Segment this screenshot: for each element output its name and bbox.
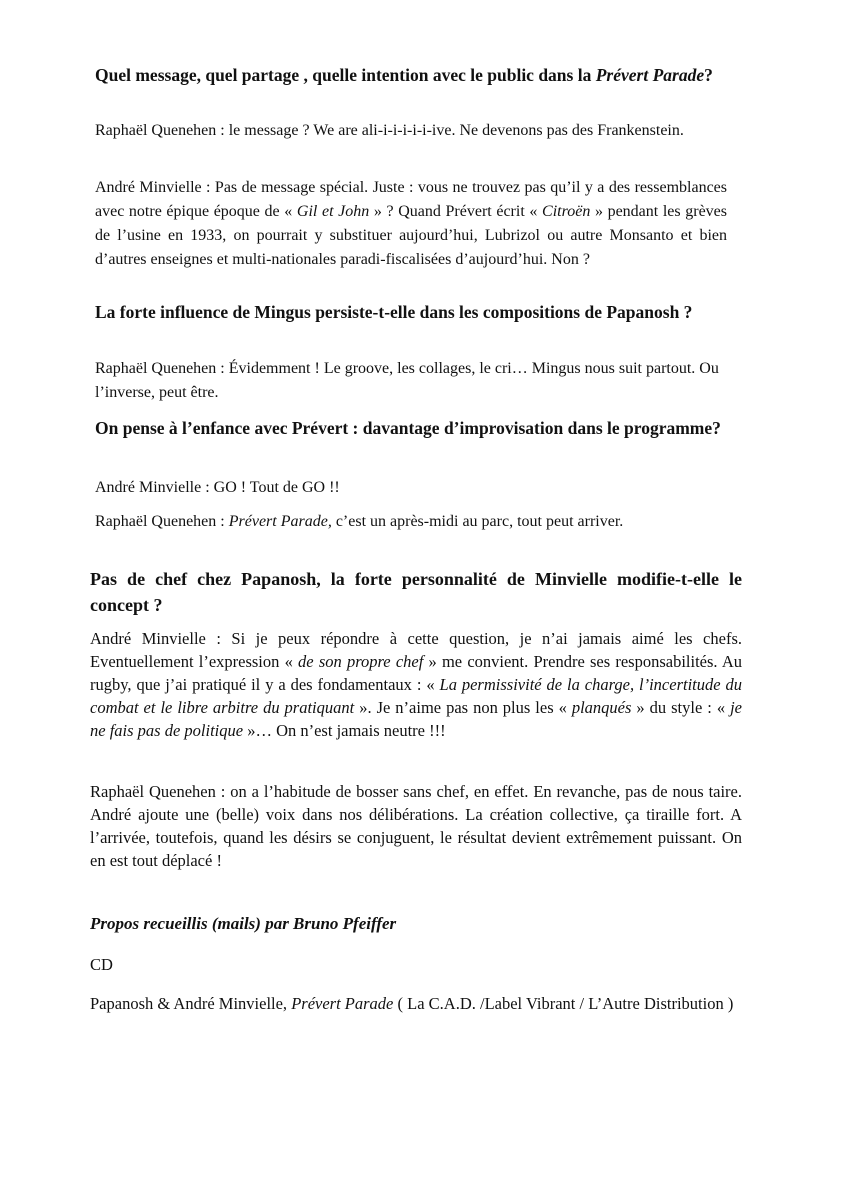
question-heading: La forte influence de Mingus persiste-t-elle dans les compositions de Papanosh ? [95, 302, 693, 322]
answer-raphael-3 [95, 510, 727, 534]
answer-raphael-4 [90, 780, 742, 872]
answer-text [90, 627, 742, 742]
question-chef [90, 566, 742, 618]
italic-quote: de son propre chef [298, 652, 424, 671]
answer-text-part: » pendant les grèves de l’usine en 1933, on pourrait y substituer aujourd’hui, Lubrizol ou autre Monsanto et bien d’autres enseignes et multi-nationales paradi-fiscalisées d’aujourd’hui. Non ? [95, 203, 727, 268]
answer-text: Raphaël Quenehen : on a l’habitude de bosser sans chef, en effet. En revanche, pas de nous taire. André ajoute une (belle) voix dans nos délibérations. La création collective, ça tiraille fort. A l’arrivée, toutefois, quand les désirs se conjuguent, le résultat devient extrêmement puissant. On en est tout déplacé ! [90, 782, 742, 870]
byline-text: Propos recueillis (mails) par Bruno Pfeiffer [90, 914, 397, 933]
byline [90, 912, 742, 936]
answer-text-part: ». Je n’aime pas non plus les « [354, 698, 572, 717]
answer-text-part: André Minvielle : Pas de message spécial. Juste : vous ne trouvez pas qu’il y a des ressemblances avec notre épique époque de « [95, 179, 727, 220]
answer-text [95, 176, 727, 272]
cd-artist: Papanosh & André Minvielle, [90, 994, 292, 1013]
answer-text: André Minvielle : GO ! Tout de GO !! [95, 479, 340, 496]
cd-label-text: CD [90, 955, 113, 974]
answer-andre-4 [90, 627, 742, 742]
answer-text: Raphaël Quenehen : le message ? We are ali-i-i-i-i-i-ive. Ne devenons pas des Frankenstein. [95, 122, 684, 139]
answer-text-part: »… On n’est jamais neutre !!! [243, 721, 446, 740]
italic-quote: La permissivité de la charge, l’incertitude du combat et le libre arbitre du pratiquant [90, 675, 743, 717]
cd-info-text [90, 992, 742, 1015]
question-heading: On pense à l’enfance avec Prévert : davantage d’improvisation dans le programme? [95, 418, 721, 438]
answer-andre-3 [95, 476, 727, 500]
answer-text-part: » ? Quand Prévert écrit « [369, 203, 543, 220]
italic-title: Gil et John [296, 203, 370, 220]
album-title: Prévert Parade [595, 65, 705, 85]
italic-quote: je ne fais pas de politique [90, 698, 742, 740]
cd-label [90, 953, 742, 976]
answer-raphael-1 [95, 119, 727, 143]
italic-quote: planqués [571, 698, 632, 717]
question-mingus [95, 300, 727, 324]
answer-text: Raphaël Quenehen : Évidemment ! Le groove, les collages, le cri… Mingus nous suit partout. Ou l’inverse, peut être. [95, 360, 719, 401]
question-message [95, 63, 727, 87]
answer-text-part: André Minvielle : Si je peux répondre à cette question, je n’ai jamais aimé les chefs. Eventuellement l’expression « [90, 629, 742, 671]
answer-text-part: » me convient. Prendre ses responsabilités. Au rugby, que j’ai pratiqué il y a des fondamentaux : « [90, 652, 742, 694]
answer-text-part: c’est un après-midi au parc, tout peut arriver. [331, 513, 624, 530]
answer-raphael-2 [95, 357, 727, 405]
answer-text-part: Raphaël Quenehen : [95, 513, 229, 530]
question-text: Quel message, quel partage , quelle intention avec le public dans la [95, 65, 596, 85]
cd-info [90, 992, 742, 1015]
italic-title: Citroën [542, 203, 591, 220]
album-title: Prévert Parade, [228, 513, 332, 530]
cd-label-distribution: ( La C.A.D. /Label Vibrant / L’Autre Distribution ) [393, 994, 734, 1013]
question-mark: ? [704, 65, 713, 85]
question-enfance [95, 416, 727, 440]
answer-text [95, 510, 727, 534]
answer-andre-1 [95, 176, 727, 272]
question-heading: Pas de chef chez Papanosh, la forte personnalité de Minvielle modifie-t-elle le concept ? [90, 569, 742, 615]
answer-text-part: » du style : « [631, 698, 731, 717]
question-heading [95, 63, 727, 87]
album-title: Prévert Parade [291, 994, 394, 1013]
